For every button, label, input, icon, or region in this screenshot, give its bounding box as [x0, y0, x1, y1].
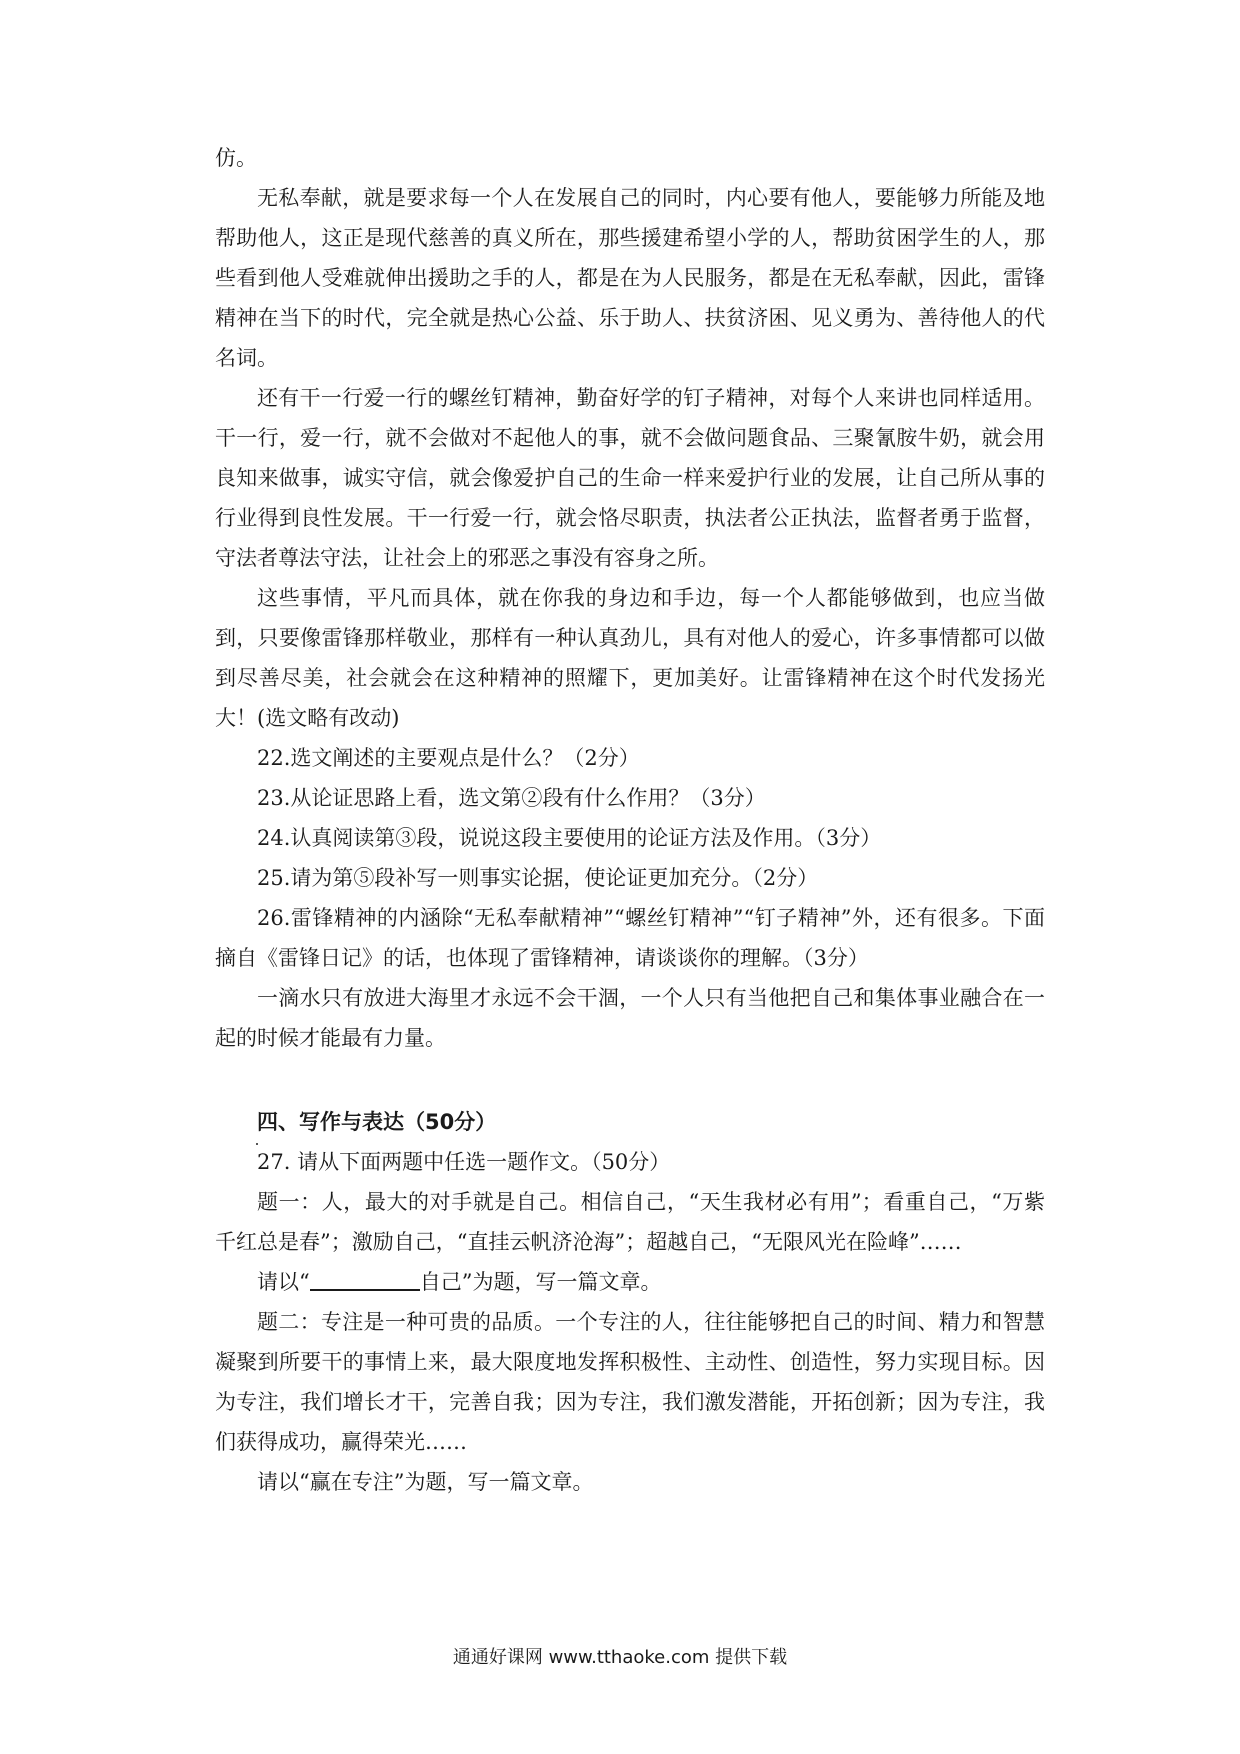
prompt-suffix: 自己”为题，写一篇文章。 [419, 1270, 662, 1294]
essay-topic-one: 题一：人，最大的对手就是自己。相信自己，“天生我材必有用”；看重自己，“万紫千红总是春”；激励自己，“直挂云帆济沧海”；超越自己，“无限风光在险峰”…… [215, 1190, 1045, 1254]
question-26: 26.雷锋精神的内涵除“无私奉献精神”“螺丝钉精神”“钉子精神”外，还有很多。下面摘自《雷锋日记》的话，也体现了雷锋精神，请谈谈你的理解。（3分） [215, 906, 1045, 970]
page-footer: 通通好课网 www.tthaoke.com 提供下载 [452, 1647, 788, 1668]
section-spacer [215, 1058, 1045, 1102]
essay-topic-two: 题二：专注是一种可贵的品质。一个专注的人，往往能够把自己的时间、精力和智慧凝聚到所要干的事情上来，最大限度地发挥积极性、主动性、创造性，努力实现目标。因为专注，我们增长才干，完善自我；因为专注，我们激发潜能，开拓创新；因为专注，我们获得成功，赢得荣光…… [215, 1310, 1045, 1454]
passage-paragraph-fragment: 仿。 [215, 146, 257, 170]
question-25: 25.请为第⑤段补写一则事实论据，使论证更加充分。（2分） [257, 866, 819, 890]
question-22: 22.选文阐述的主要观点是什么？（2分） [257, 746, 640, 770]
question-27: 27. 请从下面两题中任选一题作文。（50分） [257, 1150, 671, 1174]
prompt-prefix: 请以“ [257, 1270, 310, 1294]
scan-speck [256, 1143, 258, 1145]
fill-in-blank-line [310, 1269, 420, 1291]
passage-paragraph-selfless-dedication: 无私奉献，就是要求每一个人在发展自己的同时，内心要有他人，要能够力所能及地帮助他人，这正是现代慈善的真义所在，那些援建希望小学的人，帮助贫困学生的人，那些看到他人受难就伸出援助之手的人，都是在为人民服务，都是在无私奉献，因此，雷锋精神在当下的时代，完全就是热心公益、乐于助人、扶贫济困、见义勇为、善待他人的代名词。 [215, 186, 1045, 370]
passage-paragraph-screw-spirit: 还有干一行爱一行的螺丝钉精神，勤奋好学的钉子精神，对每个人来讲也同样适用。干一行，爱一行，就不会做对不起他人的事，就不会做问题食品、三聚氰胺牛奶，就会用良知来做事，诚实守信，就会像爱护自己的生命一样来爱护行业的发展，让自己所从事的行业得到良性发展。干一行爱一行，就会恪尽职责，执法者公正执法，监督者勇于监督，守法者尊法守法，让社会上的邪恶之事没有容身之所。 [215, 386, 1045, 570]
section-title-writing: 四、写作与表达（50分） [257, 1110, 497, 1134]
essay-topic-one-prompt [215, 1262, 1045, 1302]
leifeng-diary-quote: 一滴水只有放进大海里才永远不会干涸，一个人只有当他把自己和集体事业融合在一起的时候才能最有力量。 [215, 986, 1045, 1050]
passage-paragraph-ordinary-things: 这些事情，平凡而具体，就在你我的身边和手边，每一个人都能够做到，也应当做到，只要像雷锋那样敬业，那样有一种认真劲儿，具有对他人的爱心，许多事情都可以做到尽善尽美，社会就会在这种精神的照耀下，更加美好。让雷锋精神在这个时代发扬光大！(选文略有改动) [215, 586, 1045, 730]
essay-topic-two-prompt: 请以“赢在专注”为题，写一篇文章。 [257, 1470, 594, 1494]
question-24: 24.认真阅读第③段，说说这段主要使用的论证方法及作用。（3分） [257, 826, 882, 850]
exam-page-content [215, 138, 1045, 1502]
question-23: 23.从论证思路上看，选文第②段有什么作用？（3分） [257, 786, 766, 810]
